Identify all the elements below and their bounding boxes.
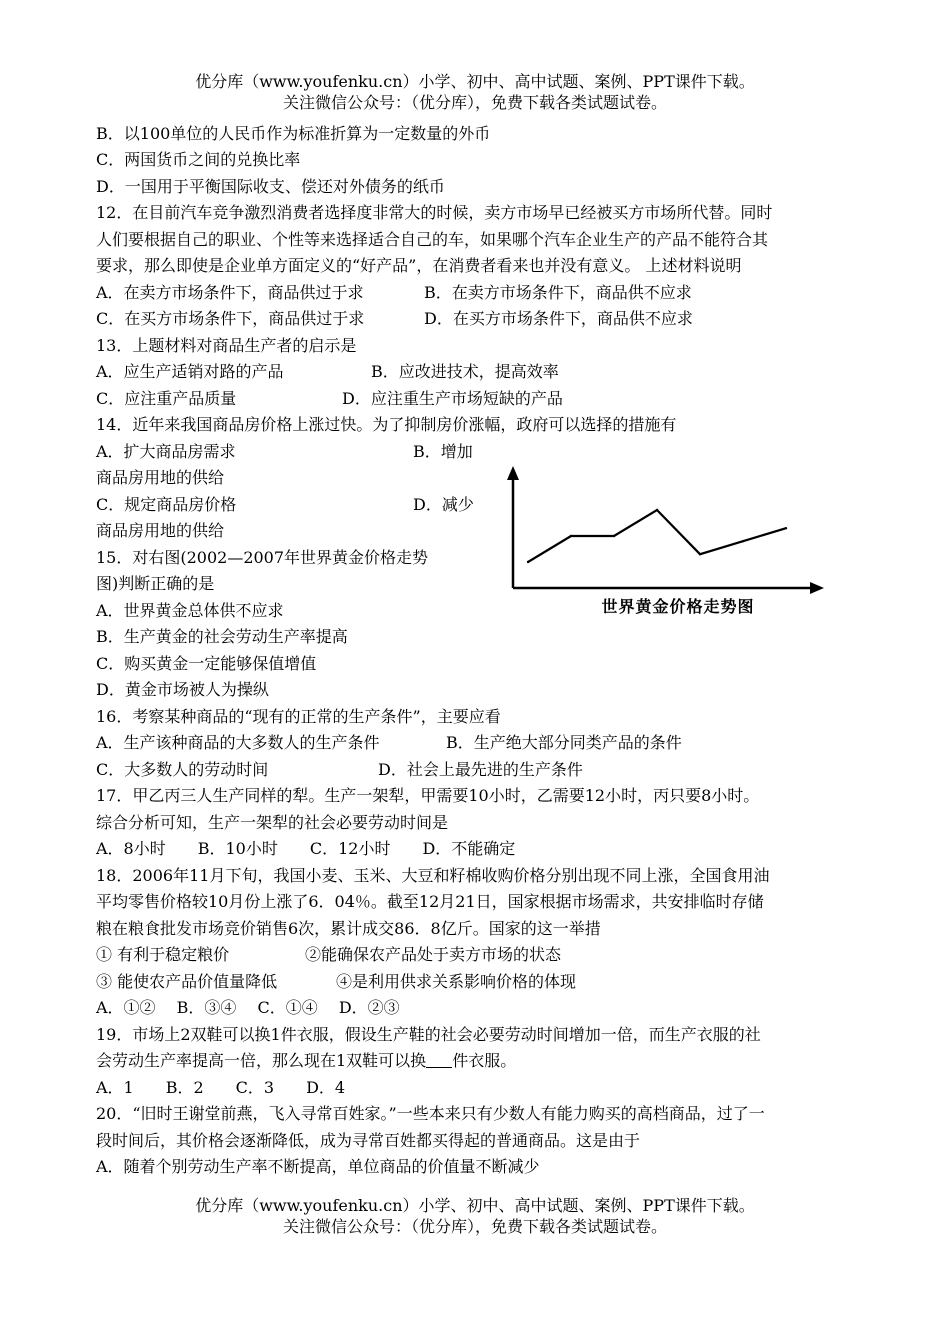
q12-option-b: B．在卖方市场条件下，商品供不应求 — [424, 283, 692, 302]
q11-option-c: C．两国货币之间的兑换比率 — [96, 150, 301, 169]
q18-statement-4: ④是利用供求关系影响价格的体现 — [336, 972, 577, 991]
q12-option-a: A．在卖方市场条件下，商品供过于求 — [96, 283, 364, 302]
q12-stem-line3: 要求，那么即使是企业单方面定义的“好产品”，在消费者看来也并没有意义。 上述材料说明 — [96, 256, 742, 275]
q14-option-b: B．增加 — [413, 442, 473, 461]
price-point-1 — [570, 535, 572, 537]
q15-option-a: A．世界黄金总体供不应求 — [96, 601, 284, 620]
price-point-6 — [785, 527, 787, 529]
q14-option-c: C．规定商品房价格 — [96, 495, 237, 514]
page-footer-line1: 优分库（www.youfenku.cn）小学、初中、高中试题、案例、PPT课件下载。 — [195, 1196, 755, 1215]
q14-stem: 14．近年来我国商品房价格上涨过快。为了抑制房价涨幅，政府可以选择的措施有 — [96, 415, 677, 434]
q19-stem-line2-start: 会劳动生产率提高一倍，那么现在1双鞋可以换 — [96, 1051, 427, 1070]
q12-stem-line1: 12．在目前汽车竞争激烈消费者选择度非常大的时候，卖方市场早已经被买方市场所代替。同时 — [96, 203, 773, 222]
q15-option-b: B．生产黄金的社会劳动生产率提高 — [96, 627, 348, 646]
q15-stem-line1: 15．对右图(2002—2007年世界黄金价格走势 — [96, 548, 429, 567]
q14-option-a: A．扩大商品房需求 — [96, 442, 236, 461]
q11-option-d: D．一国用于平衡国际收支、偿还对外债务的纸币 — [96, 177, 445, 196]
q16-option-c: C．大多数人的劳动时间 — [96, 760, 269, 779]
price-point-4 — [699, 553, 701, 555]
chart-title: 世界黄金价格走势图 — [601, 597, 755, 616]
q19-stem-line1: 19．市场上2双鞋可以换1件衣服，假设生产鞋的社会必要劳动时间增加一倍，而生产衣服的社 — [96, 1025, 761, 1044]
q12-stem-line2: 人们要根据自己的职业、个性等来选择适合自己的车，如果哪个汽车企业生产的产品不能符合其 — [96, 230, 769, 249]
q19-stem-line2-end: 件衣服。 — [452, 1051, 517, 1070]
x-axis-arrow — [810, 582, 824, 594]
q20-option-a: A．随着个别劳动生产率不断提高，单位商品的价值量不断减少 — [96, 1157, 540, 1176]
price-point-0 — [527, 561, 529, 563]
q13-option-c: C．应注重产品质量 — [96, 389, 237, 408]
q13-stem: 13．上题材料对商品生产者的启示是 — [96, 336, 357, 355]
page-footer-line2: 关注微信公众号：（优分库），免费下载各类试题试卷。 — [282, 1217, 667, 1236]
q19-stem-line2 — [96, 1048, 516, 1074]
q18-statement-1: ① 有利于稳定粮价 — [96, 945, 230, 964]
q14-option-b-cont: 商品房用地的供给 — [96, 468, 225, 487]
q16-option-d: D．社会上最先进的生产条件 — [378, 760, 583, 779]
q15-stem-line2: 图)判断正确的是 — [96, 574, 215, 593]
q12-option-c: C．在买方市场条件下，商品供过于求 — [96, 309, 365, 328]
page-header-line2: 关注微信公众号：（优分库），免费下载各类试题试卷。 — [282, 93, 667, 112]
q19-options: A．1 B．2 C．3 D．4 — [96, 1078, 346, 1097]
q16-option-a: A．生产该种商品的大多数人的生产条件 — [96, 733, 380, 752]
q17-options: A．8小时 B．10小时 C．12小时 D．不能确定 — [96, 839, 516, 858]
q15-option-c: C．购买黄金一定能够保值增值 — [96, 654, 317, 673]
q18-statement-2: ②能确保农产品处于卖方市场的状态 — [305, 945, 562, 964]
price-point-2 — [613, 535, 615, 537]
q18-stem-line3: 粮在粮食批发市场竞价销售6次，累计成交86．8亿斤。国家的这一举措 — [96, 919, 601, 938]
y-axis-arrow — [507, 466, 519, 480]
gold-price-chart — [500, 460, 830, 625]
q19-answer-blank — [426, 1051, 452, 1068]
q20-stem-line2: 段时间后，其价格会逐渐降低，成为寻常百姓都买得起的普通商品。这是由于 — [96, 1131, 641, 1150]
price-point-5 — [742, 540, 744, 542]
q18-stem-line1: 18．2006年11月下旬，我国小麦、玉米、大豆和籽棉收购价格分别出现不同上涨，全国食用油 — [96, 866, 770, 885]
q14-option-d-cont: 商品房用地的供给 — [96, 521, 225, 540]
q18-options: A．①② B．③④ C．①④ D．②③ — [96, 998, 400, 1017]
price-series-line — [528, 510, 786, 562]
q13-option-d: D．应注重生产市场短缺的产品 — [342, 389, 563, 408]
q18-statement-3: ③ 能使农产品价值量降低 — [96, 972, 278, 991]
price-point-3 — [656, 509, 658, 511]
q13-option-b: B．应改进技术，提高效率 — [371, 362, 559, 381]
q14-option-d: D．减少 — [413, 495, 474, 514]
q17-stem-line1: 17．甲乙丙三人生产同样的犁。生产一架犁，甲需要10小时，乙需要12小时，丙只要8小时。 — [96, 786, 760, 805]
q17-stem-line2: 综合分析可知，生产一架犁的社会必要劳动时间是 — [96, 813, 449, 832]
page-header-line1: 优分库（www.youfenku.cn）小学、初中、高中试题、案例、PPT课件下载。 — [195, 72, 755, 91]
q15-option-d: D．黄金市场被人为操纵 — [96, 680, 269, 699]
q12-option-d: D．在买方市场条件下，商品供不应求 — [424, 309, 693, 328]
q11-option-b: B．以100单位的人民币作为标准折算为一定数量的外币 — [96, 124, 491, 143]
q13-option-a: A．应生产适销对路的产品 — [96, 362, 284, 381]
q16-option-b: B．生产绝大部分同类产品的条件 — [446, 733, 682, 752]
q20-stem-line1: 20．“旧时王谢堂前燕，飞入寻常百姓家。”一些本来只有少数人有能力购买的高档商品，过了一 — [96, 1104, 765, 1123]
q18-stem-line2: 平均零售价格较10月份上涨了6．04％。截至12月21日，国家根据市场需求，共安排临时存储 — [96, 892, 764, 911]
q16-stem: 16．考察某种商品的“现有的正常的生产条件”，主要应看 — [96, 707, 501, 726]
